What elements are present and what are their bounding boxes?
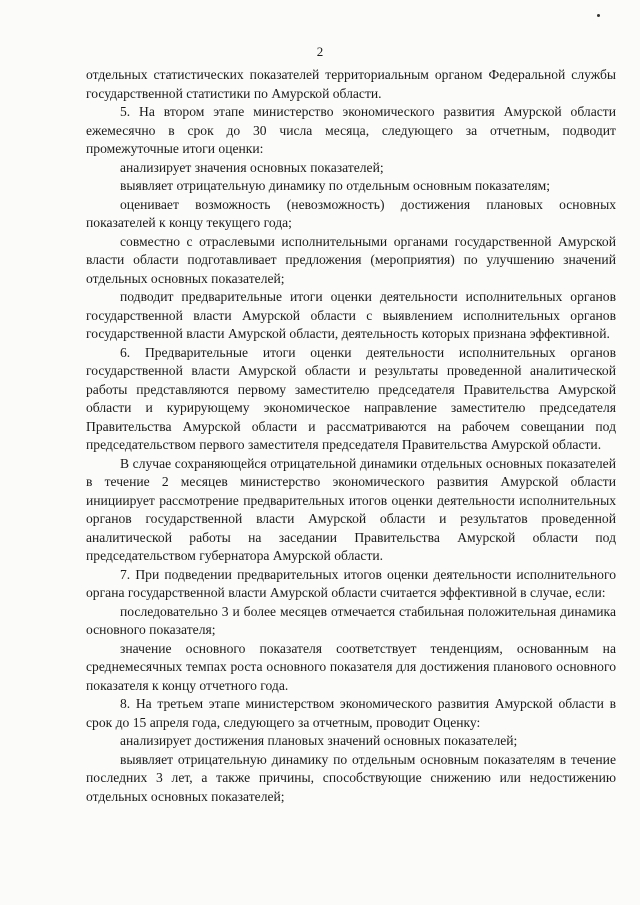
page-number: 2 <box>316 44 324 59</box>
paragraph: В случае сохраняющейся отрицательной динамики отдельных основных показателей в течение 2 месяцев министерство экономического развития Амурской области инициирует рассмотрение предварительных итогов оценки деятельности исполнительных органов государственной власти Амурской области и результатов проведенной аналитической работы на заседании Правительства Амурской области под председательством губернатора Амурской области. <box>86 455 616 563</box>
paragraph: 8. На третьем этапе министерством экономического развития Амурской области в срок до 15 апреля года, следующего за отчетным, проводит Оценку: <box>86 696 616 730</box>
scan-dot <box>597 14 600 17</box>
paragraph: значение основного показателя соответствует тенденциям, основанным на среднемесячных темпах роста основного показателя для достижения планового основного показателя к концу отчетного года. <box>86 640 616 693</box>
paragraph: 7. При подведении предварительных итогов оценки деятельности исполнительного органа государственной власти Амурской области считается эффективной в случае, если: <box>86 566 616 600</box>
paragraph: совместно с отраслевыми исполнительными органами государственной Амурской власти области подготавливает предложения (мероприятия) по улучшению значений отдельных основных показателей; <box>86 233 616 286</box>
paragraph: анализирует достижения плановых значений основных показателей; <box>120 733 518 748</box>
paragraph: отдельных статистических показателей территориальным органом Федеральной службы государственной статистики по Амурской области. <box>86 67 616 101</box>
paragraph: выявляет отрицательную динамику по отдельным основным показателям; <box>120 178 550 193</box>
paragraph: выявляет отрицательную динамику по отдельным основным показателям в течение последних 3 лет, а также причины, способствующие снижению или недостижению отдельных основных показателей; <box>86 751 616 804</box>
document-body <box>86 66 616 806</box>
paragraph: 6. Предварительные итоги оценки деятельности исполнительных органов государственной власти Амурской области и результаты проведенной аналитической работы представляются первому заместителю председателя Правительства Амурской области и курирующему экономическое направление заместителю председателя Правительства Амурской области и рассматриваются на рабочем совещании под председательством первого заместителя председателя Правительства Амурской области. <box>86 344 616 452</box>
paragraph: оценивает возможность (невозможность) достижения плановых основных показателей к концу текущего года; <box>86 196 616 230</box>
paragraph: 5. На втором этапе министерство экономического развития Амурской области ежемесячно в срок до 30 числа месяца, следующего за отчетным, подводит промежуточные итоги оценки: <box>86 104 616 156</box>
paragraph: последовательно 3 и более месяцев отмечается стабильная положительная динамика основного показателя; <box>86 603 616 637</box>
paragraph: анализирует значения основных показателей; <box>120 159 384 175</box>
paragraph: подводит предварительные итоги оценки деятельности исполнительных органов государственной власти Амурской области с выявлением исполнительных органов государственной власти Амурской области, деятельность которых признана эффективной. <box>86 289 616 341</box>
